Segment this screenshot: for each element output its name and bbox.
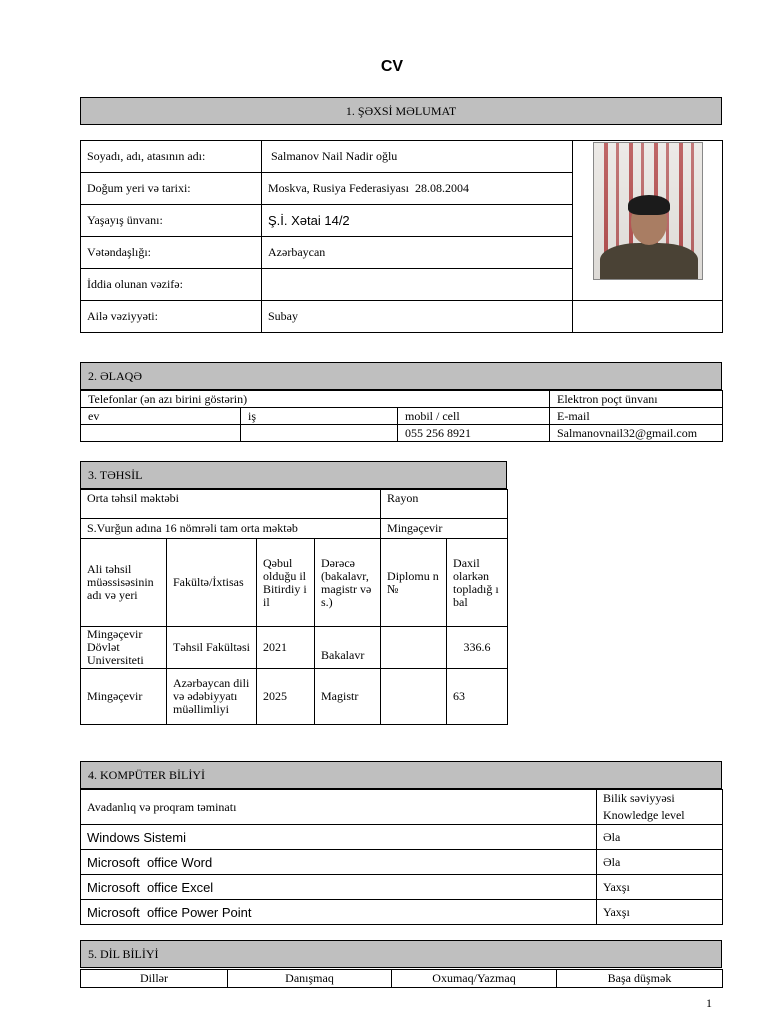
edu-score: 63 — [447, 669, 508, 725]
personal-label: Ailə vəziyyəti: — [81, 301, 262, 333]
personal-value: Azərbaycan — [262, 237, 573, 269]
header-institution: Ali təhsil müəssisəsinin adı və yeri — [81, 539, 167, 627]
personal-label: Soyadı, adı, atasının adı: — [81, 141, 262, 173]
personal-label: İddia olunan vəzifə: — [81, 269, 262, 301]
edu-institution: Mingəçevir Dövlət Universiteti — [81, 627, 167, 669]
header-faculty: Fakültə/İxtisas — [167, 539, 257, 627]
computer-row — [81, 875, 723, 900]
edu-degree: Bakalavr — [315, 627, 381, 669]
section-heading-languages: 5. DİL BİLİYİ — [80, 940, 722, 968]
personal-value: Subay — [262, 301, 573, 333]
skill-level: Yaxşı — [597, 875, 723, 900]
school-name: S.Vurğun adına 16 nömrəli tam orta məktəb — [81, 519, 381, 539]
education-table — [80, 489, 508, 725]
home-phone — [81, 425, 241, 442]
software-name: Microsoft office Word — [81, 850, 597, 875]
col-mobile: mobil / cell — [398, 408, 550, 425]
document-title: CV — [380, 58, 404, 75]
edu-diploma — [381, 627, 447, 669]
edu-institution: Mingəçevir — [81, 669, 167, 725]
personal-value: Salmanov Nail Nadir oğlu — [262, 141, 573, 173]
phones-label: Telefonlar (ən azı birini göstərin) — [81, 391, 550, 408]
col-reading-writing: Oxumaq/Yazmaq — [392, 970, 557, 988]
edu-year: 2025 — [257, 669, 315, 725]
personal-info-table — [80, 140, 723, 333]
edu-degree: Magistr — [315, 669, 381, 725]
education-row — [81, 669, 508, 725]
personal-row-name — [81, 141, 723, 173]
work-phone — [241, 425, 398, 442]
software-name: Microsoft office Excel — [81, 875, 597, 900]
edu-faculty: Azərbaycan dili və ədəbiyyatı müəllimliyi — [167, 669, 257, 725]
section-heading-education: 3. TƏHSİL — [80, 461, 507, 489]
col-speaking: Danışmaq — [228, 970, 392, 988]
software-name: Microsoft office Power Point — [81, 900, 597, 925]
col-understanding: Başa düşmək — [557, 970, 723, 988]
header-years: Qəbul olduğu il Bitirdiy i il — [257, 539, 315, 627]
email-value: Salmanovnail32@gmail.com — [550, 425, 723, 442]
languages-table — [80, 969, 723, 988]
skill-level: Əla — [597, 825, 723, 850]
mobile-phone: 055 256 8921 — [398, 425, 550, 442]
header-degree: Dərəcə (bakalavr, magistr və s.) — [315, 539, 381, 627]
profile-photo — [593, 142, 703, 280]
personal-label: Yaşayış ünvanı: — [81, 205, 262, 237]
photo-cell — [573, 141, 723, 301]
personal-value: Ş.İ. Xətai 14/2 — [262, 205, 573, 237]
header-diploma: Diplomu n № — [381, 539, 447, 627]
contact-table — [80, 390, 723, 442]
section-heading-personal: 1. ŞƏXSİ MƏLUMAT — [80, 97, 722, 125]
skill-level: Yaxşı — [597, 900, 723, 925]
col-home: ev — [81, 408, 241, 425]
edu-year: 2021 — [257, 627, 315, 669]
col-email: E-mail — [550, 408, 723, 425]
personal-value: Moskva, Rusiya Federasiyası 28.08.2004 — [262, 173, 573, 205]
computer-row — [81, 825, 723, 850]
software-name: Windows Sistemi — [81, 825, 597, 850]
region-header: Rayon — [381, 490, 508, 519]
section-heading-contact: 2. ƏLAQƏ — [80, 362, 722, 390]
edu-score: 336.6 — [447, 627, 508, 669]
empty-cell — [573, 301, 723, 333]
email-label: Elektron poçt ünvanı — [550, 391, 723, 408]
school-header: Orta təhsil məktəbi — [81, 490, 381, 519]
col-software: Avadanlıq və proqram təminatı — [81, 790, 597, 825]
col-work: iş — [241, 408, 398, 425]
edu-diploma — [381, 669, 447, 725]
personal-label: Vətəndaşlığı: — [81, 237, 262, 269]
personal-value — [262, 269, 573, 301]
header-score: Daxil olarkən topladığ ı bal — [447, 539, 508, 627]
page-number: 1 — [706, 996, 712, 1010]
education-row — [81, 627, 508, 669]
school-region: Mingəçevir — [381, 519, 508, 539]
section-heading-computer: 4. KOMPÜTER BİLİYİ — [80, 761, 722, 789]
col-languages: Dillər — [81, 970, 228, 988]
skill-level: Əla — [597, 850, 723, 875]
computer-row — [81, 850, 723, 875]
personal-row-marital — [81, 301, 723, 333]
computer-row — [81, 900, 723, 925]
col-level: Bilik səviyyəsi Knowledge level — [597, 790, 723, 825]
edu-faculty: Təhsil Fakültəsi — [167, 627, 257, 669]
computer-skills-table — [80, 789, 723, 925]
personal-label: Doğum yeri və tarixi: — [81, 173, 262, 205]
